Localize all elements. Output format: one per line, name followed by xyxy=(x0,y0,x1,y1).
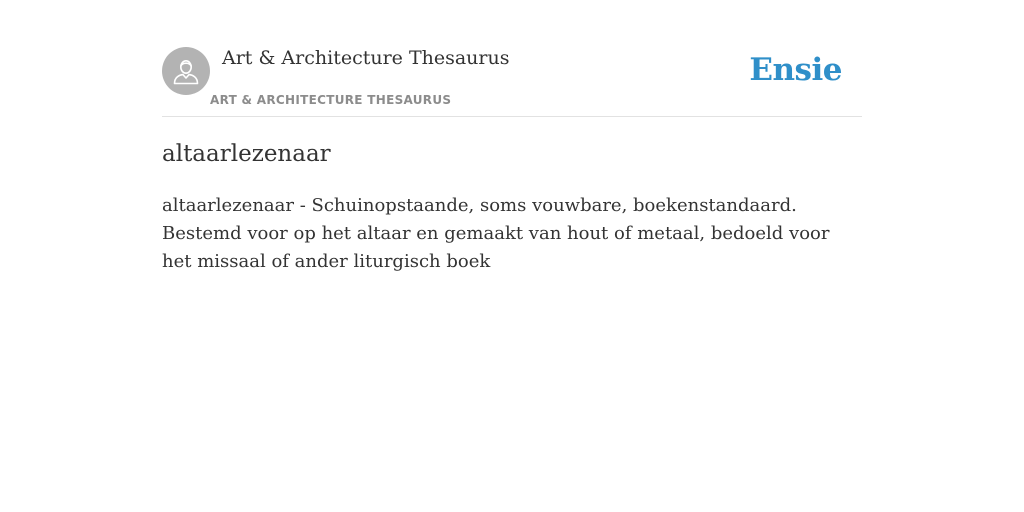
header xyxy=(162,40,862,117)
avatar[interactable] xyxy=(162,47,210,95)
source-label[interactable]: ART & ARCHITECTURE THESAURUS xyxy=(210,93,452,107)
entry-term: altaarlezenaar xyxy=(162,141,331,167)
author-name[interactable]: Art & Architecture Thesaurus xyxy=(222,47,510,69)
user-icon xyxy=(171,56,201,86)
entry-definition: altaarlezenaar - Schuinopstaande, soms vouwbare, boekenstandaard. Bestemd voor op het altaar en gemaakt van hout of metaal, bedoeld voor het missaal of ander liturgisch boek xyxy=(162,195,830,272)
brand-logo[interactable]: Ensie xyxy=(749,52,842,88)
